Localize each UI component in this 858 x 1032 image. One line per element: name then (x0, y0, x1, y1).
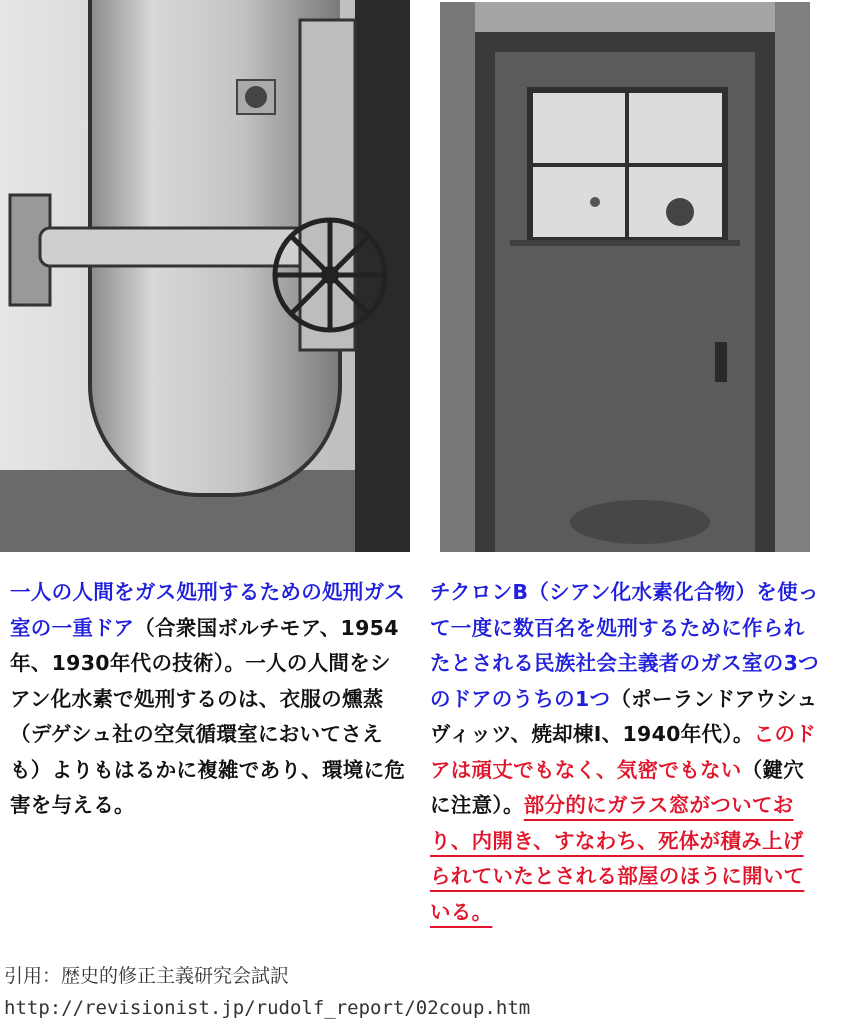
citation-source: 引用：歴史的修正主義研究会試訳 (4, 965, 290, 987)
photo-execution-chamber-door (0, 0, 410, 552)
caption-left-detail: （合衆国ボルチモア、1954年、1930年代の技術）。 (10, 615, 399, 675)
caption-right (430, 575, 820, 930)
citation-url[interactable]: http://revisionist.jp/rudolf_report/02coup.htm (4, 997, 531, 1019)
citation (4, 960, 844, 1024)
caption-right-highlight: チクロンB（シアン化水素化合物）を使って一度に数百名を処刑するために作られたとされる民族社会主義者のガス室の3つのドアのうちの1つ (430, 580, 819, 711)
caption-right-detail2: （鍵穴に注意）。 (430, 757, 804, 817)
caption-left-highlight: 一人の人間をガス処刑するための処刑ガス室の一重ドア (10, 580, 406, 640)
caption-left-body: 一人の人間をシアン化水素で処刑するのは、衣服の燻蒸（デゲシュ社の空気循環室においてさえも）よりもはるかに複雑であり、環境に危害を与える。 (10, 651, 406, 817)
photo-auschwitz-door (440, 2, 810, 552)
caption-left (10, 575, 410, 824)
caption-right-red-underlined: 部分的にガラス窓がついており、内開き、すなわち、死体が積み上げられていたとされる部屋のほうに開いている。 (430, 793, 805, 924)
caption-right-detail: （ポーランドアウシュヴィッツ、焼却棟I、1940年代）。 (430, 686, 818, 746)
caption-right-red-statement: このドアは頑丈でもなく、気密でもない (430, 722, 817, 782)
